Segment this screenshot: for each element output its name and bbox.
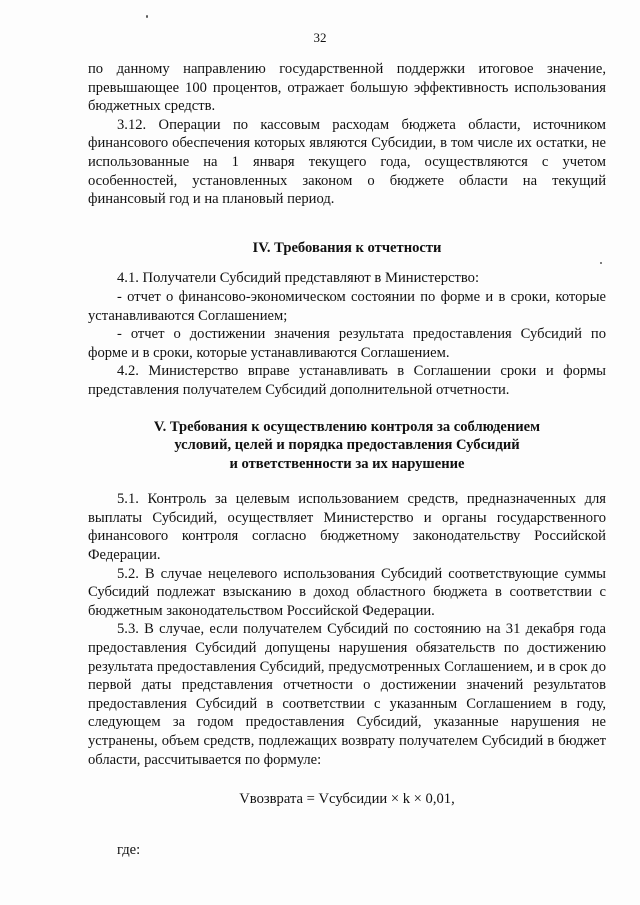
scan-speck [146,15,148,18]
paragraph: - отчет о достижении значения результата предоставления Субсидий по форме и в сроки, которые устанавливаются Соглашением. [88,326,606,361]
document-body [88,60,606,859]
formula: Vвозврата = Vсубсидии × k × 0,01, [239,791,455,808]
section-heading-line: V. Требования к осуществлению контроля за соблюдением [153,418,541,435]
page-number: 32 [313,30,327,45]
section-heading-line: условий, целей и порядка предоставления Субсидий [174,437,520,454]
section-heading-line: IV. Требования к отчетности [252,239,442,256]
paragraph: 3.12. Операции по кассовым расходам бюджета области, источником финансового обеспечения которых являются Субсидии, в том числе их остатки, не использованные на 1 января текущего года, осуществляются с учетом особенностей, установленных законом о бюджете области на текущий финансовый год и на плановый период. [88,116,606,208]
paragraph: - отчет о финансово-экономическом состоянии по форме и в сроки, которые устанавливаются Соглашением; [88,288,606,324]
section-heading [88,418,606,474]
paragraph: 5.3. В случае, если получателем Субсидий по состоянию на 31 декабря года предоставления Субсидий допущены нарушения обязательств по достижению результата предоставления Субсидий, предусмотренных Соглашением, и в срок до первой даты представления отчетности о достижении значений результатов предоставления Субсидий в соответствии с указанным Соглашением в году, следующем за годом предоставления Субсидий, указанные нарушения не устранены, объем средств, подлежащих возврату получателем Субсидий в бюджет области, рассчитывается по формуле: [88,621,606,768]
section-heading [88,239,606,258]
paragraph: 5.1. Контроль за целевым использованием средств, предназначенных для выплаты Субсидий, осуществляет Министерство и органы государственного финансового контроля согласно бюджетному законодательству Российской Федерации. [88,491,606,564]
paragraph: 5.2. В случае нецелевого использования Субсидий соответствующие суммы Субсидий подлежат взысканию в доход областного бюджета в соответствии с бюджетным законодательством Российской Федерации. [88,565,606,619]
paragraph: 4.2. Министерство вправе устанавливать в Соглашении сроки и формы представления получателем Субсидий дополнительной отчетности. [88,363,606,398]
paragraph: по данному направлению государственной поддержки итоговое значение, превышающее 100 процентов, отражает большую эффективность использования бюджетных средств. [88,61,606,115]
paragraph: где: [117,841,141,858]
section-heading-line: и ответственности за их нарушение [229,455,465,472]
paragraph: 4.1. Получатели Субсидий представляют в Министерство: [117,270,480,287]
